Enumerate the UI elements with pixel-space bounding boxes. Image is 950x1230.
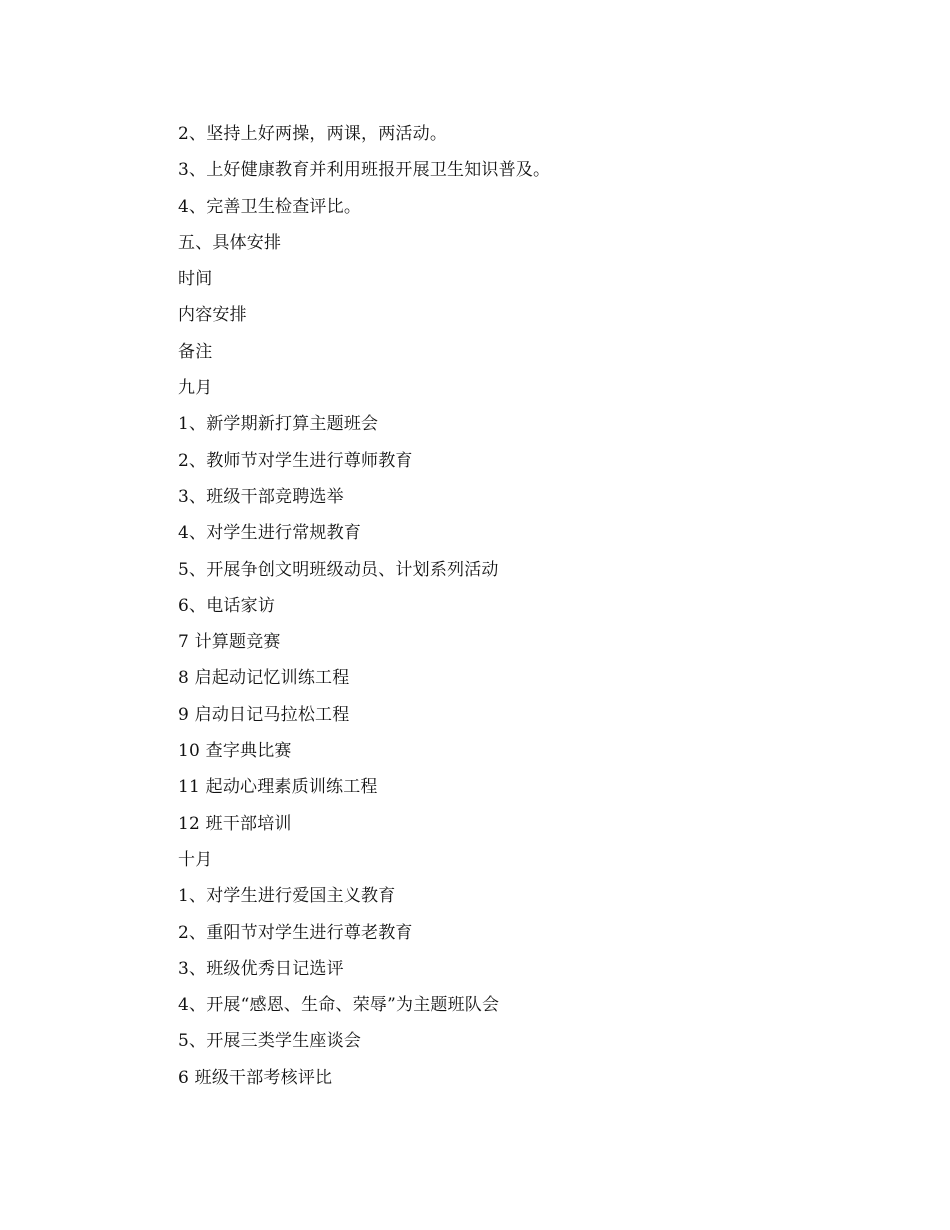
list-item: 2、教师节对学生进行尊师教育 xyxy=(178,450,413,471)
month-label: 九月 xyxy=(178,378,213,399)
list-item: 2、重阳节对学生进行尊老教育 xyxy=(178,922,413,943)
list-item: 4、对学生进行常规教育 xyxy=(178,523,362,544)
text-line: 3、上好健康教育并利用班报开展卫生知识普及。 xyxy=(178,160,551,181)
list-item: 6 班级干部考核评比 xyxy=(178,1067,333,1088)
list-item: 4、开展“感恩、生命、荣辱”为主题班队会 xyxy=(178,995,500,1016)
list-item: 9 启动日记马拉松工程 xyxy=(178,704,350,725)
section-heading: 五、具体安排 xyxy=(178,232,282,253)
text-line: 2、坚持上好两操，两课，两活动。 xyxy=(178,124,448,144)
list-item: 1、对学生进行爱国主义教育 xyxy=(178,886,396,907)
table-header-notes: 备注 xyxy=(178,341,213,362)
list-item: 3、班级优秀日记选评 xyxy=(178,958,344,979)
list-item: 3、班级干部竞聘选举 xyxy=(178,486,344,507)
list-item: 11 起动心理素质训练工程 xyxy=(178,777,378,798)
list-item: 10 查字典比赛 xyxy=(178,741,292,762)
month-label: 十月 xyxy=(178,849,213,870)
list-item: 5、开展三类学生座谈会 xyxy=(178,1031,362,1052)
list-item: 6、电话家访 xyxy=(178,595,276,616)
table-header-time: 时间 xyxy=(178,269,213,290)
table-header-content: 内容安排 xyxy=(178,305,247,326)
document-body xyxy=(178,116,878,1096)
list-item: 5、开展争创文明班级动员、计划系列活动 xyxy=(178,559,499,580)
text-line: 4、完善卫生检查评比。 xyxy=(178,196,362,217)
list-item: 1、新学期新打算主题班会 xyxy=(178,414,379,435)
list-item: 7 计算题竞赛 xyxy=(178,632,281,653)
list-item: 12 班干部培训 xyxy=(178,813,292,834)
list-item: 8 启起动记忆训练工程 xyxy=(178,668,350,689)
